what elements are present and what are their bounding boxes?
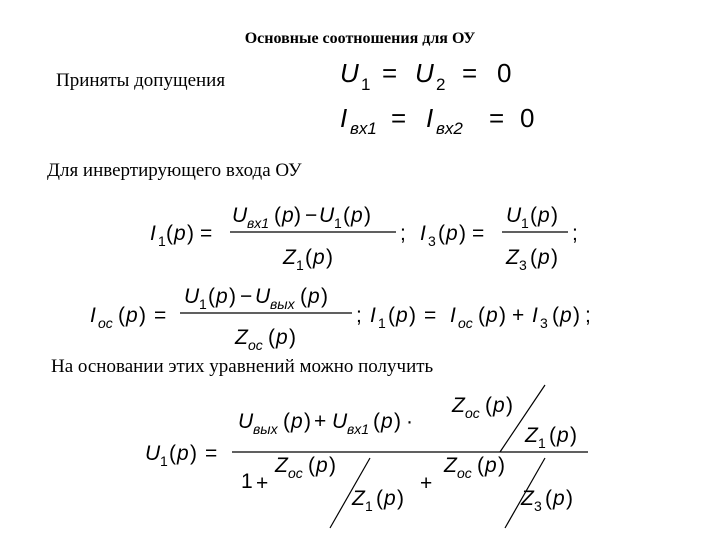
formula-symbol-rp: ) bbox=[459, 222, 466, 245]
formula-symbol-p: p bbox=[276, 326, 288, 349]
formula-symbol-zero: 0 bbox=[497, 58, 512, 88]
formula-symbol-os: ос bbox=[465, 405, 480, 421]
formula-symbol-lp: ( bbox=[274, 204, 281, 227]
formula-symbol-eq: = bbox=[205, 442, 218, 465]
formula-symbol-rp: ) bbox=[187, 222, 194, 245]
formula-symbol-U: U bbox=[184, 285, 200, 308]
formula-symbol-semi: ; bbox=[572, 222, 578, 245]
formula-symbol-U: U bbox=[415, 58, 434, 88]
formula-symbol-lp: ( bbox=[549, 424, 556, 447]
formula-symbol-vyx: вых bbox=[253, 421, 278, 437]
formula-symbol-minus: − bbox=[240, 285, 253, 308]
formula-symbol-lp: ( bbox=[477, 454, 484, 477]
formula-symbol-p: p bbox=[282, 204, 294, 227]
formula-symbol-lp: ( bbox=[478, 304, 485, 327]
formula-symbol-rp: ) bbox=[289, 326, 296, 349]
formula-symbol-plus: + bbox=[420, 472, 433, 495]
formula-symbol-lp: ( bbox=[530, 246, 537, 269]
formula-symbol-rp: ) bbox=[409, 304, 416, 327]
formula-symbol-lp: ( bbox=[373, 410, 380, 433]
formula-symbol-p: p bbox=[538, 204, 550, 227]
formula-symbol-p: p bbox=[538, 246, 550, 269]
formula-symbol-p: p bbox=[313, 246, 325, 269]
formula-symbol-eq: = bbox=[489, 103, 505, 133]
formula-symbol-Z: Z bbox=[452, 394, 465, 417]
formula-symbol-p: p bbox=[493, 394, 505, 417]
formula-symbol-rp: ) bbox=[321, 285, 328, 308]
formula-symbol-p: p bbox=[351, 204, 363, 227]
formula-symbol-p: p bbox=[381, 410, 393, 433]
formula-symbol-eq: = bbox=[154, 304, 167, 327]
formula-symbol-Z: Z bbox=[275, 454, 288, 477]
formula-symbol-Z: Z bbox=[235, 326, 248, 349]
formula-symbol-lp: ( bbox=[268, 326, 275, 349]
formula-symbol-U: U bbox=[255, 285, 271, 308]
equation-i1 bbox=[150, 204, 406, 273]
formula-symbol-rp: ) bbox=[551, 204, 558, 227]
formula-symbol-lp: ( bbox=[485, 394, 492, 417]
formula-symbol-eq: = bbox=[382, 58, 398, 88]
formula-symbol-lp: ( bbox=[208, 285, 215, 308]
formula-symbol-sub3: 3 bbox=[428, 233, 436, 249]
formula-symbol-rp: ) bbox=[139, 304, 146, 327]
formula-symbol-I: I bbox=[150, 222, 156, 245]
formula-symbol-sub2: 2 bbox=[436, 75, 446, 94]
formula-symbol-rp: ) bbox=[566, 487, 573, 510]
formula-symbol-lp: ( bbox=[545, 487, 552, 510]
formula-symbol-zero: 0 bbox=[520, 103, 535, 133]
formula-symbol-Z: Z bbox=[525, 424, 538, 447]
formula-symbol-U: U bbox=[319, 204, 335, 227]
page-title: Основные соотношения для ОУ bbox=[244, 30, 476, 47]
formula-symbol-lp: ( bbox=[308, 454, 315, 477]
formula-symbol-lp: ( bbox=[530, 204, 537, 227]
formula-symbol-semi: ; bbox=[356, 304, 362, 327]
formula-symbol-lp: ( bbox=[118, 304, 125, 327]
formula-symbol-os: ос bbox=[98, 315, 113, 331]
formula-symbol-p: p bbox=[396, 304, 408, 327]
equation-current-sum bbox=[370, 304, 591, 331]
formula-symbol-Z: Z bbox=[444, 454, 457, 477]
formula-symbol-rp: ) bbox=[570, 424, 577, 447]
equation-iin-zero bbox=[340, 103, 534, 138]
formula-symbol-U: U bbox=[340, 58, 359, 88]
formula-symbol-lp: ( bbox=[300, 285, 307, 308]
formula-symbol-p: p bbox=[291, 410, 303, 433]
formula-symbol-rp: ) bbox=[499, 304, 506, 327]
formula-symbol-eq: = bbox=[424, 304, 437, 327]
formula-symbol-I: I bbox=[420, 222, 426, 245]
equation-u1-u2-zero bbox=[340, 58, 511, 94]
formula-symbol-semi: ; bbox=[400, 222, 406, 245]
formula-symbol-Z: Z bbox=[283, 246, 296, 269]
formula-symbol-plus: + bbox=[314, 410, 327, 433]
formula-symbol-rp: ) bbox=[498, 454, 505, 477]
formula-symbol-eq: = bbox=[472, 222, 485, 245]
formula-symbol-rp: ) bbox=[394, 410, 401, 433]
formula-symbol-one: 1 bbox=[241, 470, 253, 493]
formula-symbol-p: p bbox=[560, 304, 572, 327]
formula-symbol-Z: Z bbox=[352, 487, 365, 510]
formula-symbol-lp: ( bbox=[283, 410, 290, 433]
formula-symbol-p: p bbox=[308, 285, 320, 308]
formula-symbol-Z: Z bbox=[506, 246, 519, 269]
formula-symbol-U: U bbox=[232, 204, 248, 227]
formula-symbol-vx2: вх2 bbox=[436, 119, 463, 138]
formula-symbol-U: U bbox=[506, 204, 522, 227]
formula-symbol-I: I bbox=[532, 304, 538, 327]
formula-symbol-U: U bbox=[145, 442, 161, 465]
formula-symbol-p: p bbox=[446, 222, 458, 245]
formula-symbol-U: U bbox=[332, 410, 348, 433]
formula-symbol-rp: ) bbox=[551, 246, 558, 269]
formula-symbol-eq: = bbox=[200, 222, 213, 245]
formula-symbol-sub1: 1 bbox=[199, 296, 207, 312]
formula-symbol-p: p bbox=[553, 487, 565, 510]
equation-i3 bbox=[420, 204, 578, 273]
formula-symbol-sub1: 1 bbox=[538, 435, 546, 451]
formula-symbol-sub3: 3 bbox=[519, 257, 527, 273]
formula-symbol-lp: ( bbox=[343, 204, 350, 227]
formula-symbol-p: p bbox=[384, 487, 396, 510]
formula-symbol-lp: ( bbox=[552, 304, 559, 327]
formula-symbol-U: U bbox=[238, 410, 254, 433]
formula-symbol-eq: = bbox=[462, 58, 478, 88]
formula-symbol-p: p bbox=[174, 222, 186, 245]
assumptions-label: Приняты допущения bbox=[56, 70, 226, 91]
formula-symbol-p: p bbox=[557, 424, 569, 447]
formula-symbol-vx1: вх1 bbox=[347, 421, 370, 437]
formula-symbol-lp: ( bbox=[166, 222, 173, 245]
formula-symbol-rp: ) bbox=[397, 487, 404, 510]
formula-symbol-os: ос bbox=[458, 315, 473, 331]
formula-symbol-sub1: 1 bbox=[361, 75, 371, 94]
formula-symbol-sub3: 3 bbox=[534, 498, 542, 514]
formula-symbol-dot: · bbox=[406, 410, 413, 433]
formula-symbol-I: I bbox=[370, 304, 376, 327]
formula-symbol-vx1: вх1 bbox=[350, 119, 377, 138]
formula-symbol-lp: ( bbox=[388, 304, 395, 327]
formula-symbol-lp: ( bbox=[305, 246, 312, 269]
formula-symbol-I: I bbox=[450, 304, 456, 327]
formula-symbol-sub1: 1 bbox=[365, 498, 373, 514]
equation-u1-result bbox=[145, 385, 588, 528]
formula-symbol-rp: ) bbox=[326, 246, 333, 269]
formula-symbol-sub1: 1 bbox=[160, 453, 168, 469]
formula-symbol-semi: ; bbox=[585, 304, 591, 327]
formula-symbol-lp: ( bbox=[438, 222, 445, 245]
formula-symbol-vx1: вх1 bbox=[247, 215, 270, 231]
formula-symbol-p: p bbox=[216, 285, 228, 308]
formula-symbol-lp: ( bbox=[376, 487, 383, 510]
formula-symbol-rp: ) bbox=[190, 442, 197, 465]
formula-symbol-rp: ) bbox=[573, 304, 580, 327]
formula-symbol-rp: ) bbox=[229, 285, 236, 308]
formula-symbol-minus: − bbox=[305, 204, 318, 227]
formula-symbol-lp: ( bbox=[169, 442, 176, 465]
formula-symbol-p: p bbox=[486, 304, 498, 327]
formula-symbol-I: I bbox=[426, 103, 434, 133]
formula-symbol-p: p bbox=[316, 454, 328, 477]
formula-symbol-rp: ) bbox=[364, 204, 371, 227]
formula-symbol-rp: ) bbox=[506, 394, 513, 417]
formula-symbol-sub1: 1 bbox=[296, 257, 304, 273]
formula-symbol-sub1: 1 bbox=[158, 233, 166, 249]
formula-symbol-plus: + bbox=[256, 472, 269, 495]
formula-symbol-os: ос bbox=[248, 337, 263, 353]
formula-symbol-os: ос bbox=[457, 465, 472, 481]
formula-symbol-plus: + bbox=[512, 304, 525, 327]
formula-symbol-vyx: вых bbox=[270, 296, 295, 312]
formula-symbol-sub1: 1 bbox=[334, 215, 342, 231]
formula-symbol-I: I bbox=[340, 103, 348, 133]
formula-symbol-p: p bbox=[177, 442, 189, 465]
formula-symbol-sub1: 1 bbox=[521, 215, 529, 231]
formula-symbol-rp: ) bbox=[329, 454, 336, 477]
formula-symbol-Z: Z bbox=[521, 487, 534, 510]
equation-ios bbox=[90, 285, 362, 353]
formula-symbol-os: ос bbox=[288, 465, 303, 481]
derivation-label: На основании этих уравнений можно получить bbox=[51, 356, 434, 377]
formula-symbol-rp: ) bbox=[304, 410, 311, 433]
formula-symbol-p: p bbox=[126, 304, 138, 327]
formula-symbol-I: I bbox=[90, 304, 96, 327]
formula-symbol-eq: = bbox=[391, 103, 407, 133]
formula-symbol-sub3: 3 bbox=[540, 315, 548, 331]
formula-symbol-p: p bbox=[485, 454, 497, 477]
formula-symbol-sub1: 1 bbox=[378, 315, 386, 331]
formula-symbol-rp: ) bbox=[294, 204, 301, 227]
inverting-input-label: Для инвертирующего входа ОУ bbox=[47, 160, 302, 181]
